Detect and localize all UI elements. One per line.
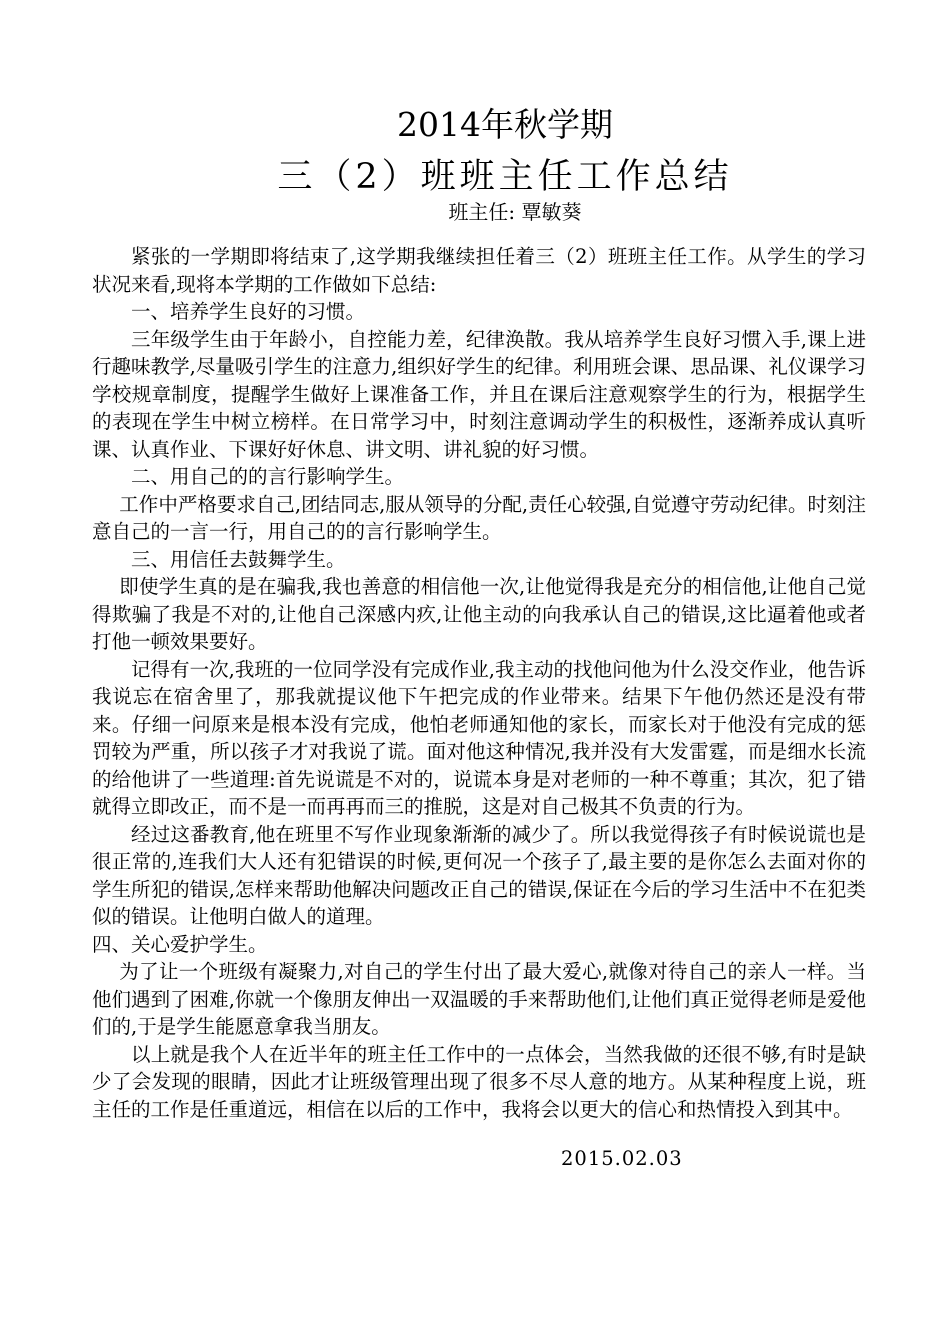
section-heading-4: 四、关心爱护学生。	[92, 932, 268, 956]
section-heading-1: 一、培养学生良好的习惯。	[131, 300, 366, 323]
document-body	[92, 243, 866, 1123]
document-date: 2015.02.03	[561, 1147, 683, 1170]
teacher-name-line: 班主任: 覃敏葵	[448, 200, 582, 224]
section-heading-2: 二、用自己的的言行影响学生。	[131, 465, 405, 488]
paragraph-result: 经过这番教育,他在班里不写作业现象渐渐的减少了。所以我觉得孩子有时候说谎也是很正常的,连我们大人还有犯错误的时候,更何况一个孩子了,最主要的是你怎么去面对你的学生所犯的错误,怎样来帮助他解决问题改正自己的错误,保证在今后的学习生活中不在犯类似的错误。让他明白做人的道理。	[92, 822, 866, 928]
paragraph-trust: 即使学生真的是在骗我,我也善意的相信他一次,让他觉得我是充分的相信他,让他自己觉得欺骗了我是不对的,让他自己深感内疚,让他主动的向我承认自己的错误,这比逼着他或者打他一顿效果要好。	[92, 575, 866, 653]
document-title-term: 2014年秋学期	[397, 105, 613, 144]
paragraph-care: 为了让一个班级有凝聚力,对自己的学生付出了最大爱心,就像对待自己的亲人一样。当他们遇到了困难,你就一个像朋友伸出一双温暖的手来帮助他们,让他们真正觉得老师是爱他们的,于是学生能愿意拿我当朋友。	[92, 960, 866, 1038]
section-heading-3: 三、用信任去鼓舞学生。	[131, 547, 346, 571]
paragraph-habits: 三年级学生由于年龄小，自控能力差，纪律涣散。我从培养学生良好习惯入手,课上进行趣味教学,尽量吸引学生的注意力,组织好学生的纪律。利用班会课、思品课、礼仪课学习学校规章制度，提醒学生做好上课准备工作，并且在课后注意观察学生的行为，根据学生的表现在学生中树立榜样。在日常学习中，时刻注意调动学生的积极性，逐渐养成认真听课、认真作业、下课好好休息、讲文明、讲礼貌的好习惯。	[92, 327, 866, 461]
paragraph-conclusion: 以上就是我个人在近半年的班主任工作中的一点体会，当然我做的还很不够,有时是缺少了会发现的眼睛，因此才让班级管理出现了很多不尽人意的地方。从某种程度上说，班主任的工作是任重道远，相信在以后的工作中，我将会以更大的信心和热情投入到其中。	[92, 1042, 866, 1121]
paragraph-intro: 紧张的一学期即将结束了,这学期我继续担任着三（2）班班主任工作。从学生的学习状况来看,现将本学期的工作做如下总结:	[92, 245, 866, 296]
paragraph-story: 记得有一次,我班的一位同学没有完成作业,我主动的找他问他为什么没交作业，他告诉我说忘在宿舍里了，那我就提议他下午把完成的作业带来。结果下午他仍然还是没有带来。仔细一问原来是根本没有完成，他怕老师通知他的家长，而家长对于他没有完成的惩罚较为严重，所以孩子才对我说了谎。面对他这种情况,我并没有大发雷霆，而是细水长流的给他讲了一些道理:首先说谎是不对的，说谎本身是对老师的一种不尊重；其次，犯了错就得立即改正，而不是一而再再而三的推脱，这是对自己极其不负责的行为。	[92, 657, 866, 818]
paragraph-conduct: 工作中严格要求自己,团结同志,服从领导的分配,责任心较强,自觉遵守劳动纪律。时刻注意自己的一言一行，用自己的的言行影响学生。	[92, 492, 866, 543]
document-title-main: 三（2）班班主任工作总结	[277, 157, 733, 197]
